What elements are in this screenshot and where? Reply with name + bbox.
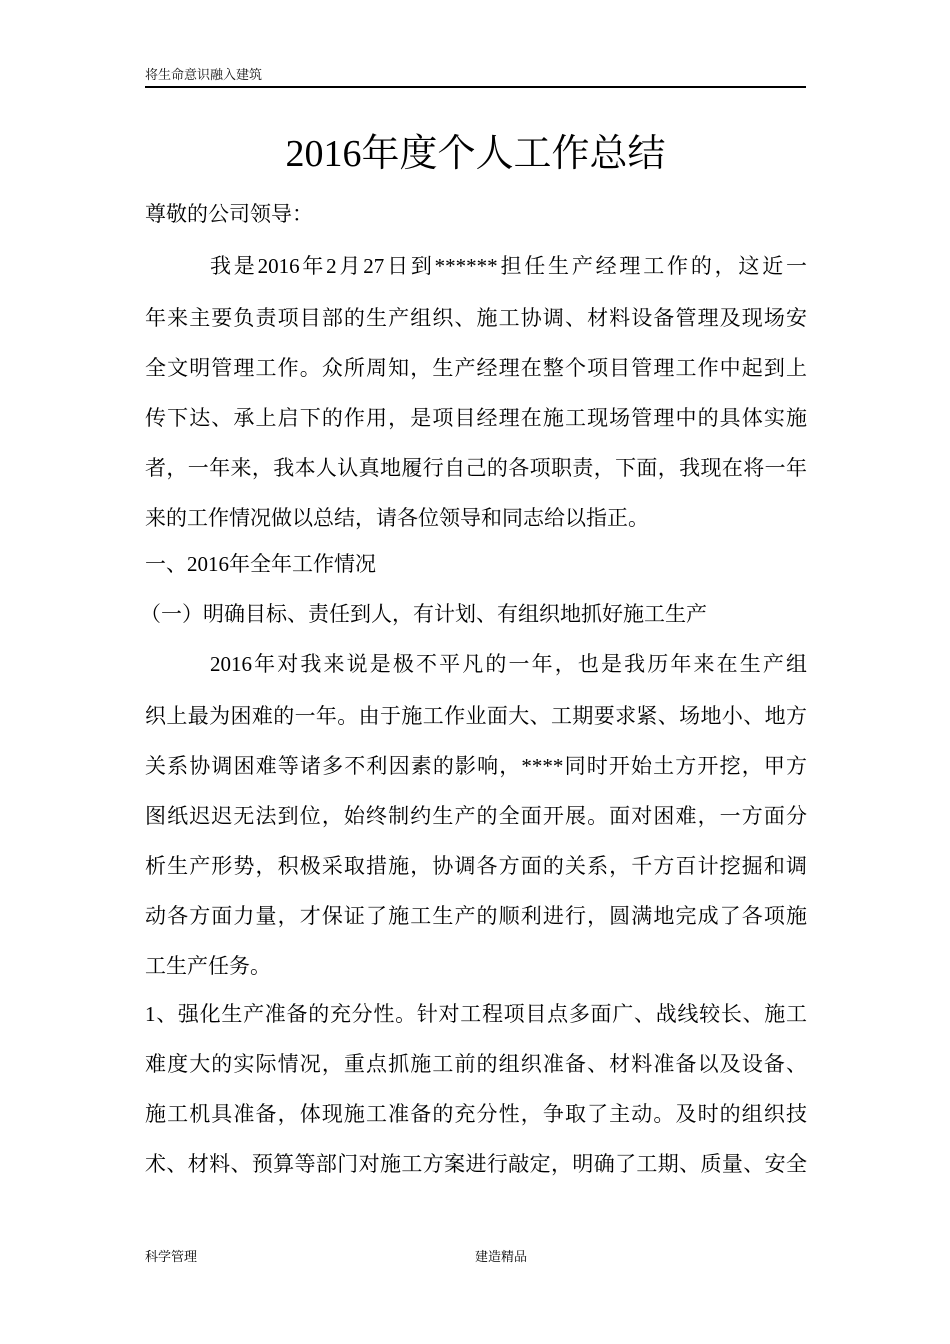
paragraph-line: 关系协调困难等诸多不利因素的影响，****同时开始土方开挖，甲方: [145, 754, 807, 778]
page-header: [145, 66, 806, 88]
paragraph-line: 施工机具准备，体现施工准备的充分性，争取了主动。及时的组织技: [145, 1102, 807, 1126]
paragraph-line: 图纸迟迟无法到位，始终制约生产的全面开展。面对困难，一方面分: [145, 804, 807, 828]
document-title: 2016年度个人工作总结: [285, 133, 666, 175]
section-heading: 一、2016年全年工作情况: [145, 552, 376, 576]
paragraph-line: 术、材料、预算等部门对施工方案进行敲定，明确了工期、质量、安全: [145, 1152, 807, 1176]
salutation: 尊敬的公司领导：: [145, 202, 313, 226]
footer-left-text: 科学管理: [145, 1249, 198, 1264]
footer-center-text: 建造精品: [475, 1249, 528, 1264]
paragraph-line: 者，一年来，我本人认真地履行自己的各项职责，下面，我现在将一年: [145, 456, 807, 480]
paragraph-line: 1、强化生产准备的充分性。针对工程项目点多面广、战线较长、施工: [145, 1002, 807, 1026]
paragraph-line: 全文明管理工作。众所周知，生产经理在整个项目管理工作中起到上: [145, 356, 807, 380]
header-text: 将生命意识融入建筑: [145, 67, 263, 82]
paragraph-line: 来的工作情况做以总结，请各位领导和同志给以指正。: [145, 506, 649, 530]
paragraph-line: 我是2016年2月27日到******担任生产经理工作的，这近一: [210, 254, 807, 278]
paragraph-line: 动各方面力量，才保证了施工生产的顺利进行，圆满地完成了各项施: [145, 904, 807, 928]
subsection-heading: （一）明确目标、责任到人，有计划、有组织地抓好施工生产: [140, 602, 707, 626]
paragraph-line: 工生产任务。: [145, 954, 271, 978]
paragraph-line: 难度大的实际情况，重点抓施工前的组织准备、材料准备以及设备、: [145, 1052, 807, 1076]
paragraph-line: 年来主要负责项目部的生产组织、施工协调、材料设备管理及现场安: [145, 306, 807, 330]
paragraph-line: 传下达、承上启下的作用，是项目经理在施工现场管理中的具体实施: [145, 406, 807, 430]
paragraph-line: 析生产形势，积极采取措施，协调各方面的关系，千方百计挖掘和调: [145, 854, 807, 878]
paragraph-line: 织上最为困难的一年。由于施工作业面大、工期要求紧、场地小、地方: [145, 704, 807, 728]
paragraph-line: 2016年对我来说是极不平凡的一年，也是我历年来在生产组: [210, 652, 807, 676]
